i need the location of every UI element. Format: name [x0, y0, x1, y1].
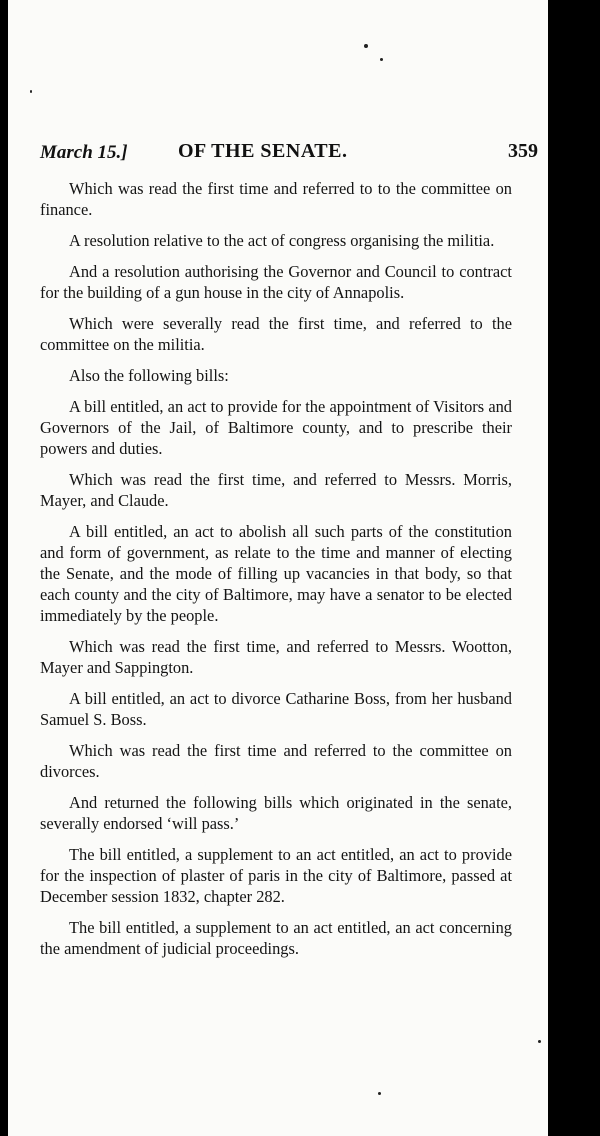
paragraph: The bill entitled, a supplement to an act entitled, an act concerning the amendment of judicial proceedings. — [40, 918, 512, 958]
paragraph: A bill entitled, an act to provide for the appointment of Visitors and Governors of the Jail, of Baltimore county, and to prescribe their powers and duties. — [40, 397, 512, 458]
document-page — [8, 0, 574, 1136]
ink-speck — [30, 90, 32, 93]
paragraph: A resolution relative to the act of congress organising the militia. — [69, 231, 495, 250]
paragraph: Which was read the first time, and referred to Messrs. Morris, Mayer, and Claude. — [40, 470, 512, 510]
paragraph: Also the following bills: — [69, 366, 229, 385]
paragraph: And returned the following bills which originated in the senate, severally endorsed ‘will pass.’ — [40, 793, 512, 833]
header-date: March 15.] — [40, 142, 128, 163]
paragraph: Which was read the first time and referred to to the committee on finance. — [40, 179, 512, 219]
paragraph: Which was read the first time and referred to the committee on divorces. — [40, 741, 512, 781]
paragraph: The bill entitled, a supplement to an act entitled, an act to provide for the inspection of plaster of paris in the city of Baltimore, passed at December session 1832, chapter 282. — [40, 845, 512, 906]
ink-speck — [364, 44, 368, 48]
paragraph: A bill entitled, an act to divorce Catharine Boss, from her husband Samuel S. Boss. — [40, 689, 512, 729]
header-title: OF THE SENATE. — [178, 140, 348, 162]
page-edge-shadow — [548, 0, 574, 1136]
paragraph: A bill entitled, an act to abolish all such parts of the constitution and form of government, as relate to the time and manner of electing the Senate, and the mode of filling up vacancies in that body, so that each county and the city of Baltimore, may have a senator to be elected immediately by the people. — [40, 522, 512, 625]
running-header — [40, 140, 538, 170]
ink-speck — [380, 58, 383, 61]
paragraph: Which was read the first time, and referred to Messrs. Wootton, Mayer and Sappington. — [40, 637, 512, 677]
ink-speck — [378, 1092, 381, 1095]
paragraph: Which were severally read the first time, and referred to the committee on the militia. — [40, 314, 512, 354]
page-number: 359 — [508, 140, 538, 162]
body-text — [40, 178, 512, 969]
ink-speck — [538, 1040, 541, 1043]
paragraph: And a resolution authorising the Governor and Council to contract for the building of a gun house in the city of Annapolis. — [40, 262, 512, 302]
